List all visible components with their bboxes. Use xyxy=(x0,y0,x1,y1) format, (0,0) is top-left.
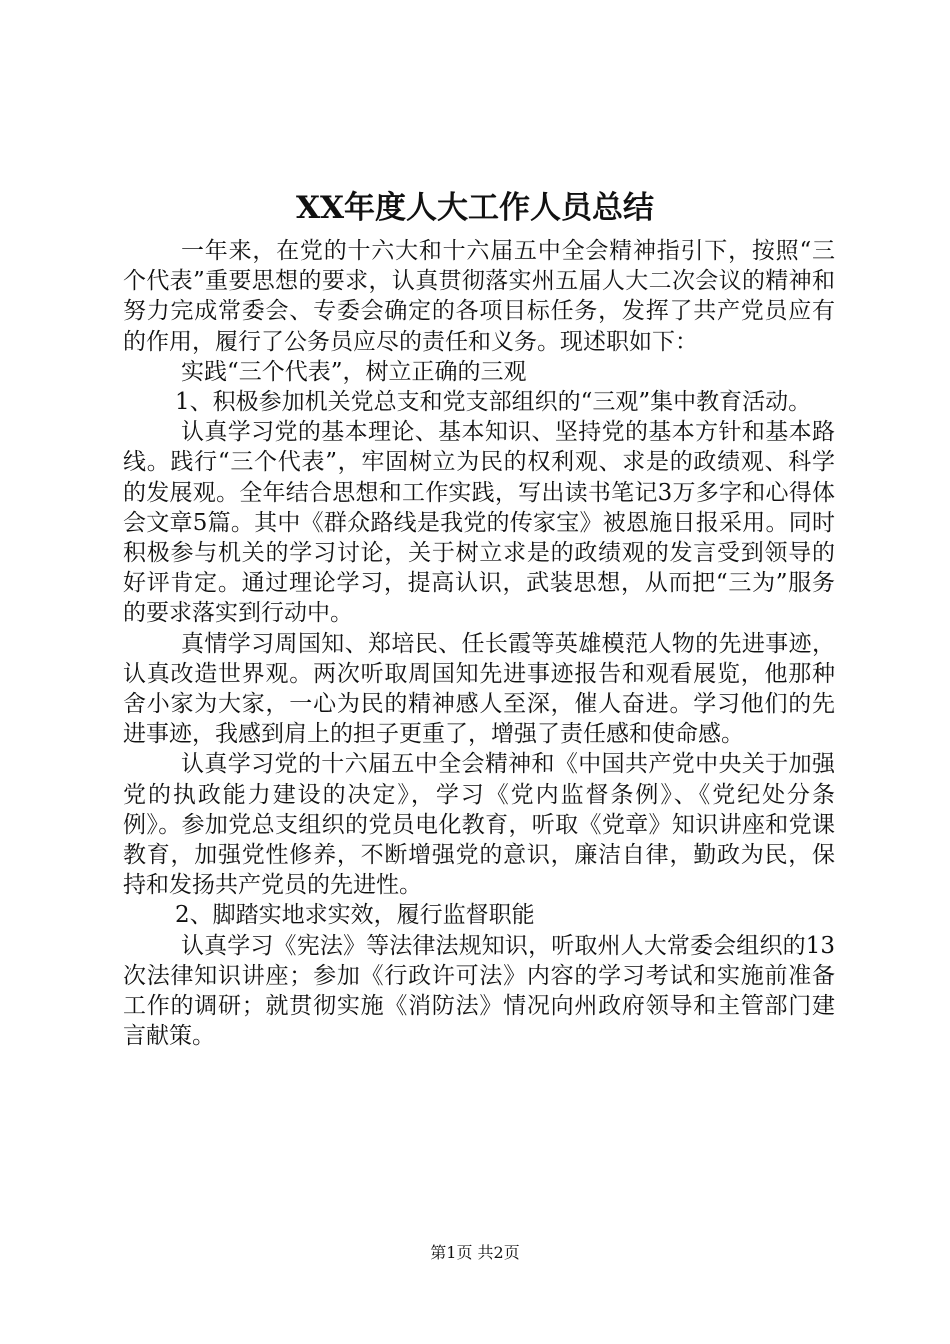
paragraph-law-study: 认真学习《宪法》等法律法规知识，听取州人大常委会组织的13次法律知识讲座；参加《行政许可法》内容的学习考试和实施前准备工作的调研；就贯彻实施《消防法》情况向州政府领导和主管部门建言献策。 xyxy=(123,932,835,1050)
paragraph-intro: 一年来，在党的十六大和十六届五中全会精神指引下，按照“三个代表”重要思想的要求，认真贯彻落实州五届人大二次会议的精神和努力完成常委会、专委会确定的各项目标任务，发挥了共产党员应有的作用，履行了公务员应尽的责任和义务。现述职如下： xyxy=(123,238,835,355)
paragraph-theory-study: 认真学习党的基本理论、基本知识、坚持党的基本方针和基本路线。践行“三个代表”，牢固树立为民的权利观、求是的政绩观、科学的发展观。全年结合思想和工作实践，写出读书笔记3万多字和心得体会文章5篇。其中《群众路线是我党的传家宝》被恩施日报采用。同时积极参与机关的学习讨论，关于树立求是的政绩观的发言受到领导的好评肯定。通过理论学习，提高认识，武装思想，从而把“三为”服务的要求落实到行动中。 xyxy=(123,419,835,627)
document-body xyxy=(123,236,835,1051)
paragraph-role-models: 真情学习周国知、郑培民、任长霞等英雄模范人物的先进事迹，认真改造世界观。两次听取周国知先进事迹报告和观看展览，他那种舍小家为大家，一心为民的精神感人至深，催人奋进。学习他们的先进事迹，我感到肩上的担子更重了，增强了责任感和使命感。 xyxy=(123,630,835,748)
section-heading-practice: 实践“三个代表”，树立正确的三观 xyxy=(181,358,527,385)
paragraph-party-spirit: 认真学习党的十六届五中全会精神和《中国共产党中央关于加强党的执政能力建设的决定》，学习《党内监督条例》、《党纪处分条例》。参加党总支组织的党员电化教育，听取《党章》知识讲座和党课教育，加强党性修养，不断增强党的意识，廉洁自律，勤政为民，保持和发扬共产党员的先进性。 xyxy=(123,751,835,899)
page-number-footer: 第1页 共2页 xyxy=(430,1243,520,1262)
document-title: XX年度人大工作人员总结 xyxy=(295,190,655,226)
subsection-heading-1: 1、积极参加机关党总支和党支部组织的“三观”集中教育活动。 xyxy=(175,389,812,416)
subsection-heading-2: 2、脚踏实地求实效，履行监督职能 xyxy=(175,902,535,929)
